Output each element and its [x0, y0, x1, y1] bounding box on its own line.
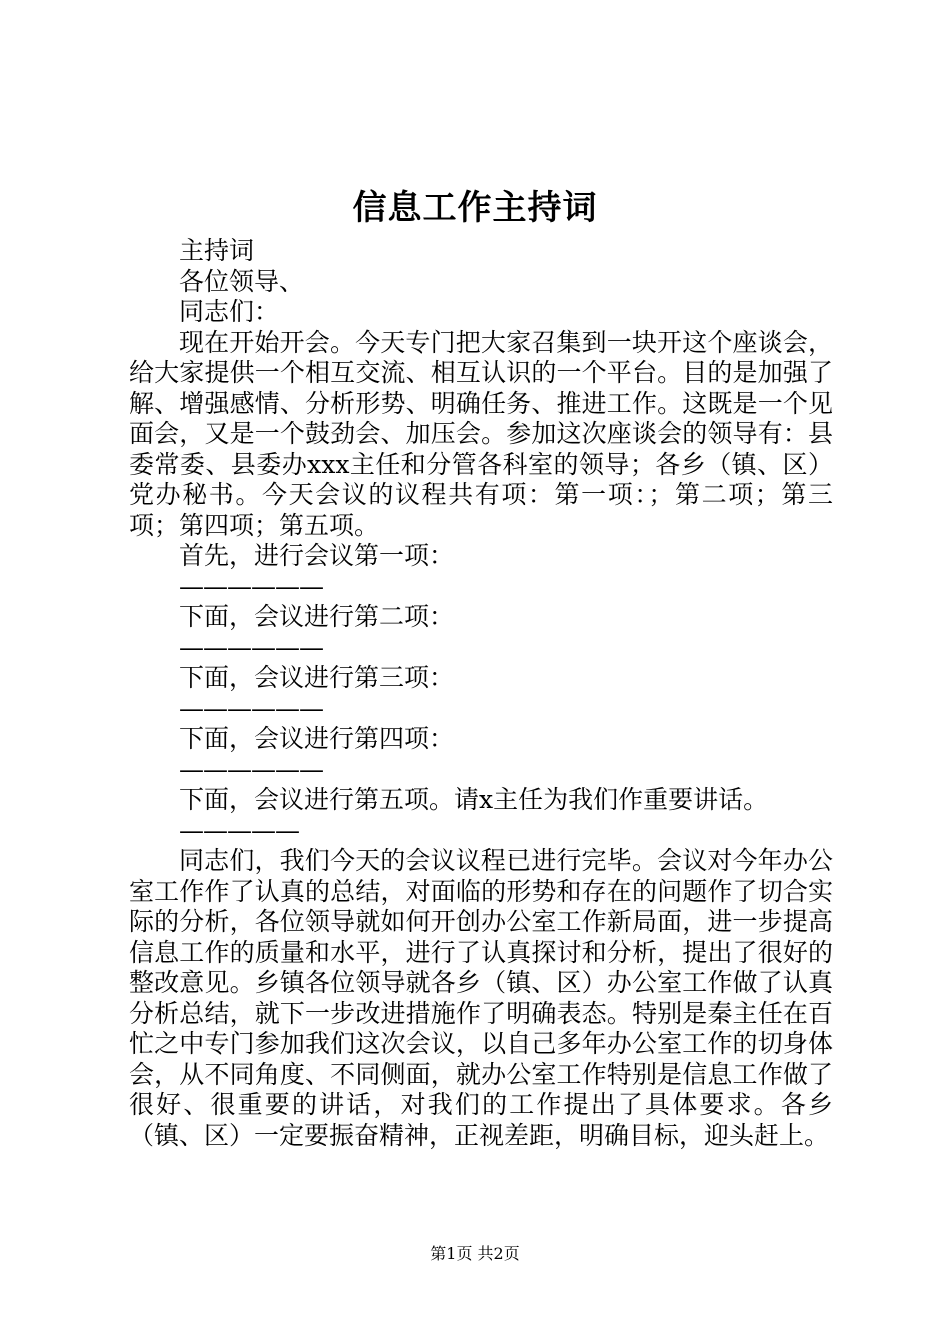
paragraph-closing: 同志们，我们今天的会议议程已进行完毕。会议对今年办公室工作作了认真的总结，对面临的形势和存在的问题作了切合实际的分析，各位领导就如何开创办公室工作新局面，进一步提高信息工作的质量和水平，进行了认真探讨和分析，提出了很好的整改意见。乡镇各位领导就各乡（镇、区）办公室工作做了认真分析总结，就下一步改进措施作了明确表态。特别是秦主任在百忙之中专门参加我们这次会议，以自己多年办公室工作的切身体会，从不同角度、不同侧面，就办公室工作特别是信息工作做了很好、很重要的讲话，对我们的工作提出了具体要求。各乡（镇、区）一定要振奋精神，正视差距，明确目标，迎头赶上。	[129, 846, 833, 1150]
dash-divider-5: —————	[179, 815, 299, 845]
paragraph-item-5: 下面，会议进行第五项。请x主任为我们作重要讲话。	[179, 785, 769, 814]
document-title: 信息工作主持词	[352, 188, 598, 228]
paragraph-item-2: 下面，会议进行第二项：	[179, 602, 455, 631]
paragraph-item-1: 首先，进行会议第一项：	[179, 541, 455, 570]
paragraph-item-3: 下面，会议进行第三项：	[179, 663, 455, 692]
dash-divider-1: ——————	[179, 571, 323, 601]
paragraph-opening: 现在开始开会。今天专门把大家召集到一块开这个座谈会，给大家提供一个相互交流、相互认识的一个平台。目的是加强了解、增强感情、分析形势、明确任务、推进工作。这既是一个见面会，又是一个鼓劲会、加压会。参加这次座谈会的领导有：县委常委、县委办xxx主任和分管各科室的领导；各乡（镇、区）党办秘书。今天会议的议程共有项：第一项：；第二项；第三项；第四项；第五项。	[129, 327, 833, 540]
dash-divider-4: ——————	[179, 754, 323, 784]
page-footer: 第1页 共2页	[430, 1244, 520, 1263]
paragraph-heading: 主持词	[179, 236, 255, 265]
paragraph-salutation-leaders: 各位领导、	[179, 266, 305, 296]
dash-divider-3: ——————	[179, 693, 323, 723]
dash-divider-2: ——————	[179, 632, 323, 662]
document-body	[129, 236, 833, 1151]
paragraph-salutation-comrades: 同志们：	[179, 297, 280, 326]
paragraph-item-4: 下面，会议进行第四项：	[179, 724, 455, 753]
